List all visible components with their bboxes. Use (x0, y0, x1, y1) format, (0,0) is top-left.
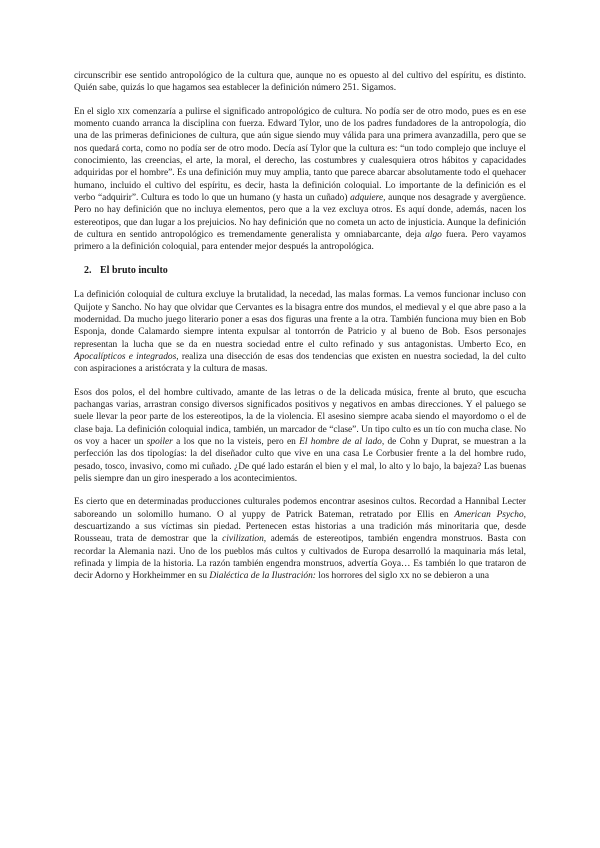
paragraph-4: Esos dos polos, el del hombre cultivado, amante de las letras o de la delicada música, frente al bruto, que escucha pachangas varias, arrastran consigo diversos significados positivos y negativos en ambas direcciones. Y el paluego se suele llevar la peor parte de los estereotipos, la de la violencia. El asesino siempre acaba siendo el mayordomo o el de clase baja. La definición coloquial indica, también, un marcador de “clase”. Un tipo culto es un tío con mucha clase. No os voy a hacer un spoiler a los que no la visteis, pero en El hombre de al lado, de Cohn y Duprat, se muestran a la perfección las dos tipologías: la del diseñador culto que vive en una casa Le Corbusier frente a la del hombre rudo, pesado, tosco, invasivo, como mi cuñado. ¿De qué lado estarán el bien y el mal, lo alto y lo bajo, la bajeza? Las buenas pelis siempre dan un giro inesperado a los acontecimientos. (74, 387, 526, 484)
section-heading (84, 265, 526, 277)
section-number: 2. (84, 264, 92, 276)
book-title: Apocalípticos e integrados, (74, 351, 179, 362)
book-title: Dialéctica de la Ilustración: (209, 571, 316, 582)
paragraph-2: En el siglo xix comenzaría a pulirse el significado antropológico de cultura. No podía ser de otro modo, pues es en ese momento cuando arranca la disciplina con fuerza. Edward Tylor, uno de los padres fundadores de la antropología, dio una de las primeras definiciones de cultura, que aún sigue siendo muy válida para una primera avanzadilla, pero que se nos quedará corta, como no podía ser de otro modo. Decía así Tylor que la cultura es: “un todo complejo que incluye el conocimiento, las creencias, el arte, la moral, el derecho, las costumbres y cualesquiera otros hábitos y capacidades adquiridas por el hombre”. Es una definición muy muy amplia, tanto que parece abarcar absolutamente todo el quehacer humano, incluido el cultivo del espíritu, es decir, hasta la definición coloquial. Lo importante de la definición es el verbo “adquirir”. Cultura es todo lo que un humano (y hasta un cuñado) adquiere, aunque nos desagrade y avergüence. Pero no hay definición que no incluya elementos, pero que a la vez excluya otros. Es aquí donde, además, nacen los estereotipos, que dan lugar a los prejuicios. No hay definición que no cometa un acto de injusticia. Aunque la definición de cultura en sentido antropológico es tremendamente generalista y omniabarcante, deja algo fuera. Pero vayamos primero a la definición coloquial, para entender mejor después la antropológica. (74, 106, 527, 253)
paragraph-1: circunscribir ese sentido antropológico de la cultura que, aunque no es opuesto al del cultivo del espíritu, es distinto. Quién sabe, quizás lo que hagamos sea establecer la definición número 251. Sigamos. (74, 71, 526, 94)
italic-term: algo (425, 230, 442, 241)
document-page (74, 70, 526, 594)
italic-term: adquiere, (350, 193, 386, 204)
italic-term: civilization, (222, 534, 267, 545)
italic-term: spoiler (146, 436, 173, 447)
section-title: El bruto inculto (100, 264, 168, 276)
film-title: El hombre de al lado, (299, 436, 385, 447)
century-numeral: xix (117, 106, 130, 117)
book-title: American Psycho, (454, 509, 526, 520)
paragraph-3: La definición coloquial de cultura excluye la brutalidad, la necedad, las malas formas. La vemos funcionar incluso con Quijote y Sancho. No hay que olvidar que Cervantes es la bisagra entre dos mundos, el medieval y el que abre paso a la modernidad. Da mucho juego literario poner a esas dos figuras una frente a la otra. También funciona muy bien en Bob Esponja, donde Calamardo siempre intenta expulsar al tontorrón de Patricio y al bueno de Bob. Esos personajes representan la lucha que se da en nuestra sociedad entre el culto refinado y sus antagonistas. Umberto Eco, en Apocalípticos e integrados, realiza una disección de esas dos tendencias que existen en nuestra sociedad, la del culto con aspiraciones a aristócrata y la cultura de masas. (74, 290, 526, 375)
paragraph-5: Es cierto que en determinadas producciones culturales podemos encontrar asesinos cultos. Recordad a Hannibal Lecter saboreando un solomillo humano. O al yuppy de Patrick Bateman, retratado por Ellis en American Psycho, descuartizando a sus víctimas sin piedad. Pertenecen estas historias a una tradición más minoritaria que, desde Rousseau, trata de demostrar que la civilization, además de estereotipos, también engendra monstruos. Basta con recordar la Alemania nazi. Uno de los pueblos más cultos y cultivados de Europa desarrolló la maquinaria más letal, refinada y limpia de la historia. La razón también engendra monstruos, advertía Goya… Es también lo que trataron de decir Adorno y Horkheimmer en su Dialéctica de la Ilustración: los horrores del siglo xx no se debieron a una (74, 497, 526, 582)
century-numeral: xx (399, 571, 410, 582)
